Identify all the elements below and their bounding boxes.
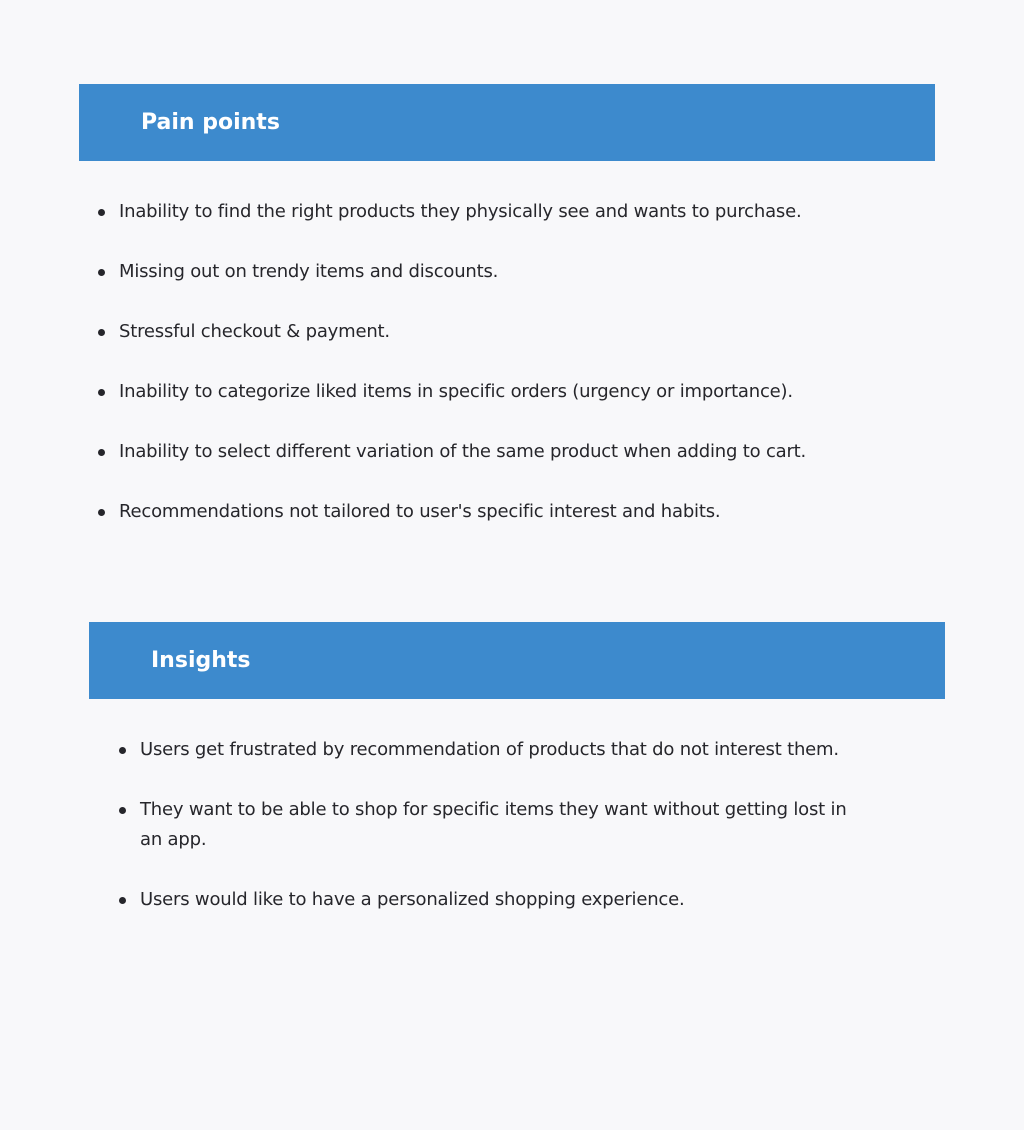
bullet-icon xyxy=(98,209,105,216)
list-item xyxy=(98,197,858,227)
list-item xyxy=(119,795,849,855)
list-item xyxy=(98,257,858,287)
bullet-icon xyxy=(119,807,126,814)
bullet-icon xyxy=(119,897,126,904)
list-item xyxy=(98,377,858,407)
list-item xyxy=(98,437,858,467)
list-item xyxy=(98,317,858,347)
list-item-text: Inability to find the right products they physically see and wants to purchase. xyxy=(119,201,802,222)
list-item-text: Missing out on trendy items and discounts. xyxy=(119,261,499,282)
insights-header xyxy=(89,622,945,699)
bullet-icon xyxy=(98,329,105,336)
pain-points-title: Pain points xyxy=(141,110,280,135)
bullet-icon xyxy=(119,747,126,754)
bullet-icon xyxy=(98,269,105,276)
bullet-icon xyxy=(98,389,105,396)
pain-points-header xyxy=(79,84,935,161)
list-item-text: Users get frustrated by recommendation of products that do not interest them. xyxy=(140,739,839,760)
list-item-text: Users would like to have a personalized shopping experience. xyxy=(140,889,685,910)
list-item-text: Stressful checkout & payment. xyxy=(119,321,390,342)
list-item-text: Inability to categorize liked items in specific orders (urgency or importance). xyxy=(119,381,793,402)
list-item-text: Inability to select different variation of the same product when adding to cart. xyxy=(119,441,807,462)
insights-title: Insights xyxy=(151,648,251,673)
bullet-icon xyxy=(98,449,105,456)
list-item-text: They want to be able to shop for specific items they want without getting lost in an app. xyxy=(140,799,847,850)
insights-list xyxy=(119,735,849,915)
pain-points-list xyxy=(98,197,858,527)
list-item xyxy=(119,735,849,765)
list-item-text: Recommendations not tailored to user's specific interest and habits. xyxy=(119,501,721,522)
bullet-icon xyxy=(98,509,105,516)
list-item xyxy=(119,885,849,915)
list-item xyxy=(98,497,858,527)
